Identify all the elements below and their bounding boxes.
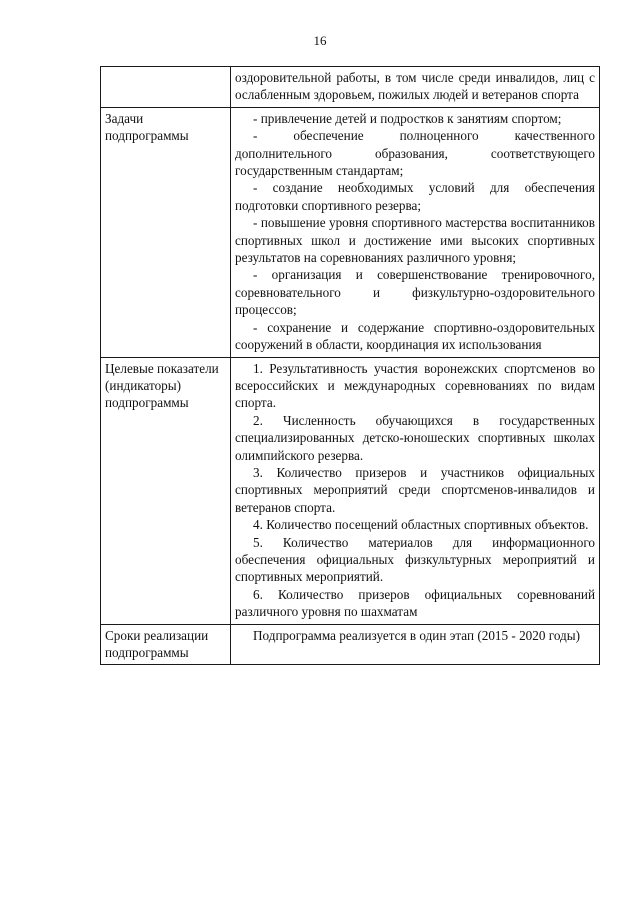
indicator-item: 2. Численность обучающихся в государственных специализированных детско-юношеских спортивных школах олимпийского резерва. <box>235 412 595 463</box>
row-content <box>231 67 600 108</box>
row-label <box>101 67 231 108</box>
content-paragraph: оздоровительной работы, в том числе среди инвалидов, лиц с ослабленным здоровьем, пожилых людей и ветеранов спорта <box>235 70 595 103</box>
page-number: 16 <box>313 33 327 48</box>
indicator-item: 3. Количество призеров и участников официальных спортивных мероприятий среди спортсменов-инвалидов и ветеранов спорта. <box>235 464 595 515</box>
indicator-item: 6. Количество призеров официальных соревнований различного уровня по шахматам <box>235 586 595 620</box>
indicator-item: 5. Количество материалов для информационного обеспечения официальных физкультурных мероприятий и спортивных мероприятий. <box>235 534 595 585</box>
indicator-item: 4. Количество посещений областных спортивных объектов. <box>253 517 589 533</box>
table-row-term <box>101 624 600 665</box>
table-row-continuation <box>101 67 600 108</box>
row-content-indicators <box>231 357 600 624</box>
task-item: - организация и совершенствование тренировочного, соревновательного и физкультурно-оздоровительного процессов; <box>235 267 595 318</box>
row-content-tasks <box>231 107 600 357</box>
row-content-term <box>231 624 600 665</box>
task-item: - привлечение детей и подростков к занятиям спортом; <box>253 110 562 126</box>
task-item: - обеспечение полноценного качественного дополнительного образования, соответствующего государственным стандартам; <box>235 128 595 179</box>
subprogram-passport-table <box>100 66 600 665</box>
row-label-indicators: Целевые показатели (индикаторы) подпрограммы <box>101 357 231 624</box>
table-row-indicators <box>101 357 600 624</box>
task-item: - повышение уровня спортивного мастерства воспитанников спортивных школ и достижение ими высоких спортивных результатов на соревнованиях различного уровня; <box>235 215 595 266</box>
task-item: - сохранение и содержание спортивно-оздоровительных сооружений в области, координация их использования <box>235 319 595 353</box>
indicator-item: 1. Результативность участия воронежских спортсменов во всероссийских и международных соревнованиях по видам спорта. <box>235 360 595 411</box>
table-row-tasks <box>101 107 600 357</box>
row-label-tasks: Задачи подпрограммы <box>101 107 231 357</box>
term-text: Подпрограмма реализуется в один этап (2015 - 2020 годы) <box>253 627 581 643</box>
row-label-term: Сроки реализации подпрограммы <box>101 624 231 665</box>
task-item: - создание необходимых условий для обеспечения подготовки спортивного резерва; <box>235 180 595 213</box>
